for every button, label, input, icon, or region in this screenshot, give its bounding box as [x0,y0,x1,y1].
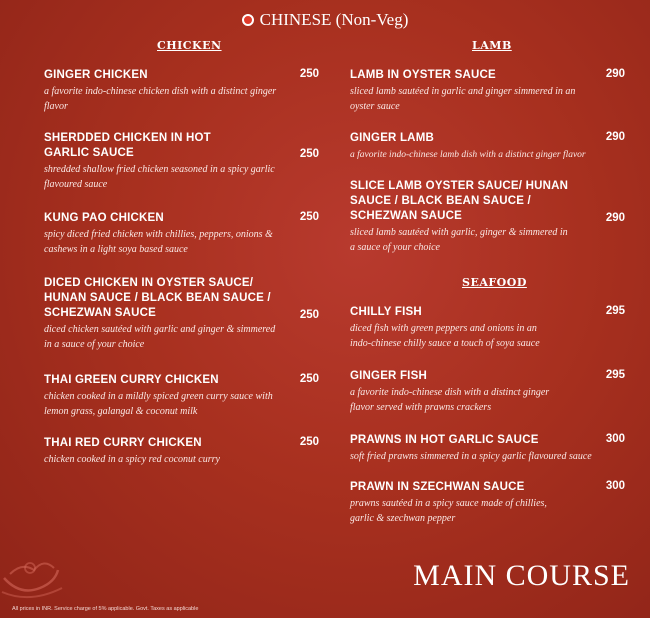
item-price: 300 [605,433,625,445]
item-name: SLICE LAMB OYSTER SAUCE/ HUNAN SAUCE / BLACK BEAN SAUCE / SCHEZWAN SAUCE [350,180,569,222]
item-description: chicken cooked in a mildly spiced green curry sauce with lemon grass, galangal & coconut milk [44,391,273,417]
item-description: diced chicken sautéed with garlic and ginger & simmered in a sauce of your choice [44,324,276,350]
item-price: 250 [299,148,319,160]
item-price: 250 [299,309,319,321]
item-name: DICED CHICKEN IN OYSTER SAUCE/ HUNAN SAUCE / BLACK BEAN SAUCE / SCHEZWAN SAUCE [44,277,271,319]
menu-item [350,305,625,351]
menu-item [350,179,625,255]
item-description: prawns sautéed in a spicy sauce made of chillies, garlic & szechwan pepper [350,498,547,524]
course-title: MAIN COURSE [413,559,630,592]
item-description: a favorite indo-chinese dish with a distinct ginger flavor served with prawns crackers [350,387,550,413]
menu-item [44,436,319,468]
item-description: shredded shallow fried chicken seasoned in a spicy garlic flavoured sauce [44,164,275,190]
decorative-bowl-logo-icon [0,548,70,603]
item-name: PRAWN IN SZECHWAN SAUCE [350,481,525,493]
item-name: THAI RED CURRY CHICKEN [44,437,202,449]
item-description: spicy diced fried chicken with chillies, peppers, onions & cashews in a light soya based sauce [44,229,273,255]
section-title-lamb: LAMB [472,39,512,52]
menu-item [350,131,625,163]
menu-item [350,480,625,526]
item-name: LAMB IN OYSTER SAUCE [350,69,496,81]
item-price: 295 [605,305,625,317]
item-description: soft fried prawns simmered in a spicy garlic flavoured sauce [350,451,592,462]
item-price: 250 [299,373,319,385]
item-price: 290 [605,212,625,224]
menu-item [44,276,319,352]
menu-item [44,68,319,114]
item-description: sliced lamb sautéed in garlic and ginger simmered in an oyster sauce [350,86,576,112]
menu-item [350,68,625,114]
item-description: chicken cooked in a spicy red coconut curry [44,454,220,465]
menu-item [350,433,625,465]
item-price: 300 [605,480,625,492]
item-name: GINGER CHICKEN [44,69,148,81]
price-footnote: All prices in INR. Service charge of 5% applicable. Govt. Taxes as applicable [12,606,199,612]
menu-header [0,10,650,30]
menu-item [44,131,319,192]
section-title-chicken: CHICKEN [157,39,222,52]
item-price: 250 [299,68,319,80]
item-price: 290 [605,131,625,143]
item-name: PRAWNS IN HOT GARLIC SAUCE [350,434,539,446]
item-price: 250 [299,211,319,223]
item-description: a favorite indo-chinese lamb dish with a distinct ginger flavor [350,150,586,160]
item-price: 295 [605,369,625,381]
item-name: THAI GREEN CURRY CHICKEN [44,374,219,386]
item-name: GINGER LAMB [350,132,434,144]
menu-item [44,211,319,257]
item-price: 250 [299,436,319,448]
item-name: KUNG PAO CHICKEN [44,212,164,224]
item-price: 290 [605,68,625,80]
section-title-seafood: SEAFOOD [462,276,527,289]
item-name: GINGER FISH [350,370,427,382]
non-veg-indicator-icon [242,14,254,26]
menu-item [350,369,625,415]
menu-title: CHINESE (Non-Veg) [259,10,409,29]
item-description: a favorite indo-chinese chicken dish with a distinct ginger flavor [44,86,277,112]
menu-item [44,373,319,419]
item-name: SHERDDED CHICKEN IN HOT GARLIC SAUCE [44,132,211,159]
item-description: sliced lamb sautéed with garlic, ginger & simmered in a sauce of your choice [350,227,568,253]
item-description: diced fish with green peppers and onions in an indo-chinese chilly sauce a touch of soya sauce [350,323,540,349]
item-name: CHILLY FISH [350,306,422,318]
